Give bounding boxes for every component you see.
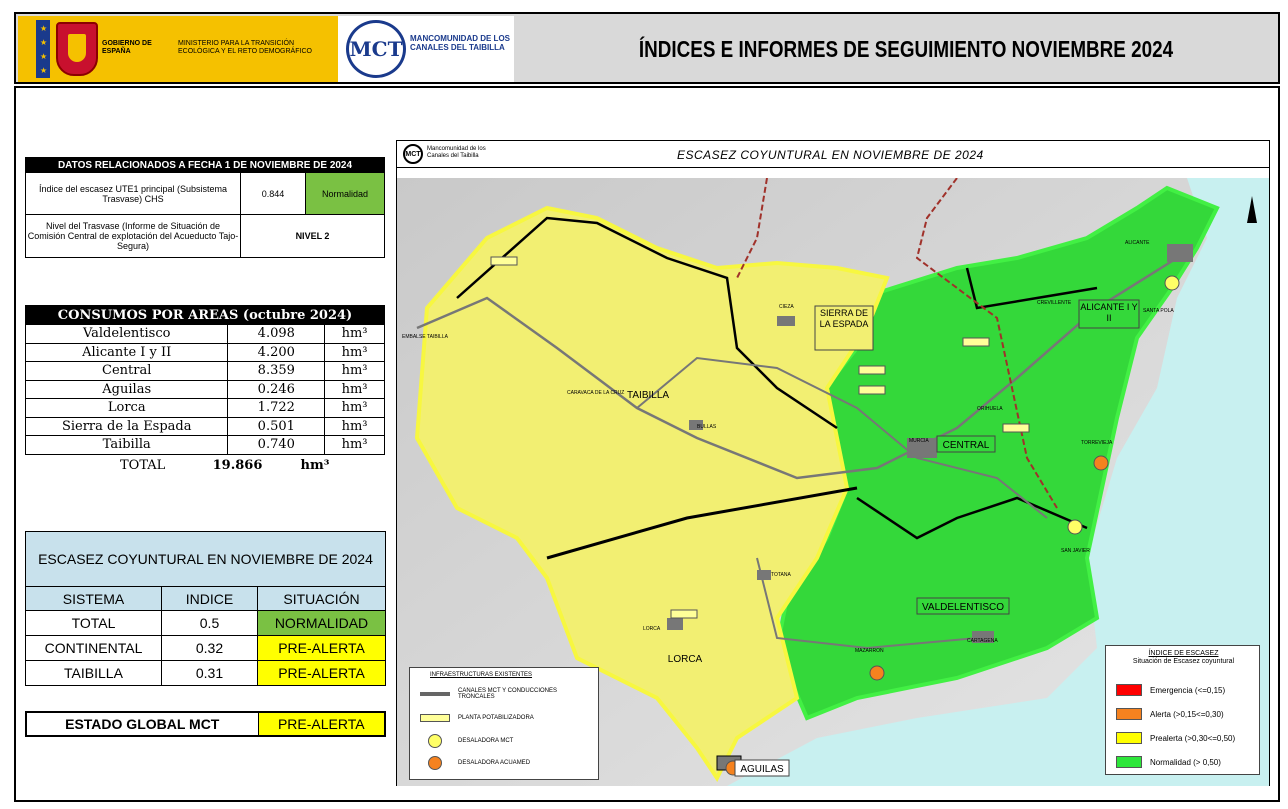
place-cieza: CIEZA xyxy=(779,304,794,310)
legend-infra-title: INFRAESTRUCTURAS EXISTENTES xyxy=(430,672,533,678)
datos-row1-label: Índice del escasez UTE1 principal (Subsistema Trasvase) CHS xyxy=(26,173,241,215)
label-lorca: LORCA xyxy=(667,654,703,665)
indice-cell: 0.5 xyxy=(162,611,258,636)
escasez-table xyxy=(25,531,386,686)
table-row xyxy=(26,636,386,661)
map-logo-text: Mancomunidad de los Canales del Taibilla xyxy=(427,146,486,159)
desal-mct-legend-icon xyxy=(428,734,442,748)
escasez-title: ESCASEZ COYUNTURAL EN NOVIEMBRE DE 2024 xyxy=(26,532,386,587)
legend-idx-subtitle: Situación de Escasez coyuntural xyxy=(1132,658,1235,665)
legend-canales: CANALES MCT Y CONDUCCIONES TRONCALES xyxy=(458,688,558,700)
table-row xyxy=(26,399,385,418)
place-orihuela: ORIHUELA xyxy=(977,406,1003,412)
situacion-cell: PRE-ALERTA xyxy=(258,636,386,661)
place-caravaca: CARAVACA DE LA CRUZ xyxy=(567,390,625,396)
area-name: Aguilas xyxy=(26,380,228,399)
place-alicante: ALICANTE xyxy=(1125,240,1150,246)
label-alicante: ALICANTE I Y II xyxy=(1080,302,1138,323)
datos-table xyxy=(25,157,385,258)
datos-row1-status: Normalidad xyxy=(306,173,385,215)
area-name: Sierra de la Espada xyxy=(26,417,228,436)
area-value: 4.098 xyxy=(228,325,325,344)
sistema-cell: TAIBILLA xyxy=(26,661,162,686)
legend-idx-heading xyxy=(1106,650,1261,666)
area-unit: hm³ xyxy=(325,362,385,381)
place-torrevieja: TORREVIEJA xyxy=(1081,440,1113,446)
consumos-title: CONSUMOS POR AREAS (octubre 2024) xyxy=(26,306,385,325)
indice-cell: 0.31 xyxy=(162,661,258,686)
place-murcia: MURCIA xyxy=(909,438,929,444)
area-value: 1.722 xyxy=(228,399,325,418)
legend-idx-title: ÍNDICE DE ESCASEZ xyxy=(1148,650,1219,657)
place-santa-pola: SANTA POLA xyxy=(1143,308,1174,314)
datos-title: DATOS RELACIONADOS A FECHA 1 DE NOVIEMBRE DE 2024 xyxy=(26,158,385,173)
legend-prealerta: Prealerta (>0,30<=0,50) xyxy=(1150,733,1236,743)
label-taibilla: TAIBILLA xyxy=(627,390,670,401)
area-unit: hm³ xyxy=(325,325,385,344)
map-title: ESCASEZ COYUNTURAL EN NOVIEMBRE DE 2024 xyxy=(677,148,984,162)
table-row xyxy=(26,362,385,381)
table-row xyxy=(26,380,385,399)
swatch-alerta xyxy=(1116,708,1142,720)
table-row xyxy=(26,661,386,686)
area-value: 8.359 xyxy=(228,362,325,381)
ministry-text: MINISTERIO PARA LA TRANSICIÓN ECOLÓGICA Y EL RETO DEMOGRÁFICO xyxy=(178,40,312,55)
label-central: CENTRAL xyxy=(942,440,990,451)
desaladora-mct-icon xyxy=(1068,520,1082,534)
infrastructure-legend xyxy=(409,667,599,780)
place-cartagena: CARTAGENA xyxy=(967,638,998,644)
government-logo-block xyxy=(18,16,338,82)
place-bullas: BULLAS xyxy=(697,424,717,430)
area-name: Central xyxy=(26,362,228,381)
planta-potabilizadora-icon xyxy=(671,610,697,618)
legend-planta: PLANTA POTABILIZADORA xyxy=(458,715,534,721)
situacion-cell: PRE-ALERTA xyxy=(258,661,386,686)
swatch-emergencia xyxy=(1116,684,1142,696)
area-name: Alicante I y II xyxy=(26,343,228,362)
city-alicante xyxy=(1167,244,1193,262)
canal-legend-icon xyxy=(420,692,450,696)
planta-potabilizadora-icon xyxy=(491,257,517,265)
map-header xyxy=(397,141,1269,168)
table-row xyxy=(26,325,385,344)
col-situacion: SITUACIÓN xyxy=(258,587,386,611)
total-unit: hm³ xyxy=(300,458,330,473)
table-row xyxy=(26,436,385,455)
city-cieza xyxy=(777,316,795,326)
eu-flag-icon: ★ ★ ★ ★ xyxy=(36,20,50,78)
datos-row2-value: NIVEL 2 xyxy=(241,215,385,258)
area-value: 0.246 xyxy=(228,380,325,399)
table-row xyxy=(26,417,385,436)
area-name: Lorca xyxy=(26,399,228,418)
situacion-cell: NORMALIDAD xyxy=(258,611,386,636)
sistema-cell: TOTAL xyxy=(26,611,162,636)
mct-name: MANCOMUNIDAD DE LOS CANALES DEL TAIBILLA xyxy=(410,34,510,52)
sistema-cell: CONTINENTAL xyxy=(26,636,162,661)
area-value: 0.501 xyxy=(228,417,325,436)
label-valdelentisco: VALDELENTISCO xyxy=(921,602,1005,613)
planta-potabilizadora-icon xyxy=(963,338,989,346)
planta-legend-icon xyxy=(420,714,450,722)
table-row xyxy=(26,611,386,636)
place-lorca: LORCA xyxy=(643,626,661,632)
mct-small-logo-icon: MCT xyxy=(403,144,423,164)
consumos-table xyxy=(25,305,385,455)
planta-potabilizadora-icon xyxy=(859,366,885,374)
planta-potabilizadora-icon xyxy=(859,386,885,394)
area-unit: hm³ xyxy=(325,436,385,455)
desal-acuamed-legend-icon xyxy=(428,756,442,770)
total-label: TOTAL xyxy=(120,458,166,473)
area-unit: hm³ xyxy=(325,343,385,362)
swatch-normalidad xyxy=(1116,756,1142,768)
datos-row1-value: 0.844 xyxy=(241,173,306,215)
place-totana: TOTANA xyxy=(771,572,791,578)
city-totana xyxy=(757,570,771,580)
col-indice: INDICE xyxy=(162,587,258,611)
planta-potabilizadora-icon xyxy=(1003,424,1029,432)
coat-of-arms-icon xyxy=(56,22,98,76)
place-mazarron: MAZARRON xyxy=(855,648,884,654)
header-banner xyxy=(14,12,1280,84)
label-aguilas: AGUILAS xyxy=(740,764,784,775)
desaladora-acuamed-icon xyxy=(1094,456,1108,470)
desaladora-acuamed-icon xyxy=(870,666,884,680)
consumos-total xyxy=(120,458,370,473)
total-value: 19.866 xyxy=(212,458,263,473)
mct-logo-icon: MCT xyxy=(346,20,406,78)
place-san-javier: SAN JAVIER xyxy=(1061,548,1090,554)
place-embalse: EMBALSE TAIBILLA xyxy=(402,334,448,340)
legend-desal-acuamed: DESALADORA ACUAMED xyxy=(458,760,531,766)
area-unit: hm³ xyxy=(325,380,385,399)
legend-desal-mct: DESALADORA MCT xyxy=(458,738,514,744)
col-sistema: SISTEMA xyxy=(26,587,162,611)
area-value: 0.740 xyxy=(228,436,325,455)
place-crevillente: CREVILLENTE xyxy=(1037,300,1072,306)
label-sierra: SIERRA DE LA ESPADA xyxy=(819,308,869,329)
city-lorca xyxy=(667,618,683,630)
mct-logo-block xyxy=(338,16,514,82)
legend-normalidad: Normalidad (> 0,50) xyxy=(1150,757,1221,767)
scarcity-index-legend xyxy=(1105,645,1260,775)
area-value: 4.200 xyxy=(228,343,325,362)
datos-row2-label: Nivel del Trasvase (Informe de Situación de Comisión Central de explotación del Acueducto Tajo-Segura) xyxy=(26,215,241,258)
area-unit: hm³ xyxy=(325,399,385,418)
government-text: GOBIERNO DE ESPAÑA xyxy=(102,40,152,55)
indice-cell: 0.32 xyxy=(162,636,258,661)
legend-emergencia: Emergencia (<=0,15) xyxy=(1150,685,1226,695)
estado-global xyxy=(25,711,386,737)
area-name: Taibilla xyxy=(26,436,228,455)
area-unit: hm³ xyxy=(325,417,385,436)
estado-label: ESTADO GLOBAL MCT xyxy=(65,716,220,732)
swatch-prealerta xyxy=(1116,732,1142,744)
desaladora-mct-icon xyxy=(1165,276,1179,290)
legend-alerta: Alerta (>0,15<=0,30) xyxy=(1150,709,1224,719)
area-name: Valdelentisco xyxy=(26,325,228,344)
estado-value: PRE-ALERTA xyxy=(258,712,385,736)
table-row xyxy=(26,343,385,362)
page-title: ÍNDICES E INFORMES DE SEGUIMIENTO NOVIEMBRE 2024 xyxy=(638,36,1174,62)
